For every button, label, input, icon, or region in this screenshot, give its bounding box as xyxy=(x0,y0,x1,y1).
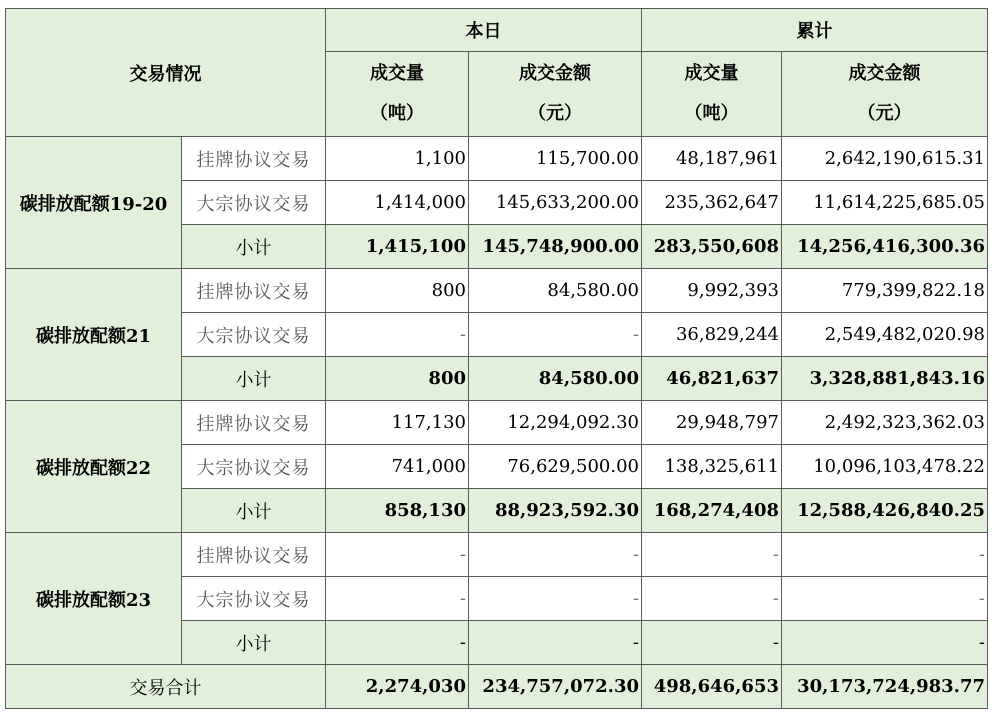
table-row xyxy=(6,269,988,313)
volume-unit: （吨） xyxy=(370,103,424,124)
cum-volume: 168,274,408 xyxy=(642,489,782,533)
today-amount: 12,294,092.30 xyxy=(469,401,642,445)
cum-volume: 48,187,961 xyxy=(642,137,782,181)
today-amount: 145,633,200.00 xyxy=(469,181,642,225)
today-volume: - xyxy=(326,577,469,621)
cum-amount: - xyxy=(782,621,988,665)
cum-amount: 3,328,881,843.16 xyxy=(782,357,988,401)
cum-volume: - xyxy=(642,533,782,577)
volume-unit: （吨） xyxy=(684,103,739,124)
today-volume: 858,130 xyxy=(326,489,469,533)
today-amount: 76,629,500.00 xyxy=(469,445,642,489)
cum-amount: 2,492,323,362.03 xyxy=(782,401,988,445)
header-today-amount xyxy=(469,52,642,137)
today-volume: 741,000 xyxy=(326,445,469,489)
today-amount: 115,700.00 xyxy=(469,137,642,181)
amount-label: 成交金额 xyxy=(519,63,591,84)
header-row-periods xyxy=(6,9,988,52)
cum-amount: 14,256,416,300.36 xyxy=(782,225,988,269)
cum-volume: 46,821,637 xyxy=(642,357,782,401)
today-volume: 1,100 xyxy=(326,137,469,181)
cum-amount: 12,588,426,840.25 xyxy=(782,489,988,533)
today-amount: 84,580.00 xyxy=(469,357,642,401)
cum-amount: 11,614,225,685.05 xyxy=(782,181,988,225)
cum-amount: 779,399,822.18 xyxy=(782,269,988,313)
today-amount: - xyxy=(469,577,642,621)
today-amount: - xyxy=(469,313,642,357)
today-volume: 117,130 xyxy=(326,401,469,445)
subtotal-label: 小计 xyxy=(182,621,326,665)
trading-summary-table xyxy=(5,8,988,709)
today-volume: - xyxy=(326,313,469,357)
trade-type: 大宗协议交易 xyxy=(182,577,326,621)
group-name: 碳排放配额22 xyxy=(6,401,182,533)
total-today-amount: 234,757,072.30 xyxy=(469,665,642,709)
today-volume: - xyxy=(326,533,469,577)
today-amount: - xyxy=(469,533,642,577)
volume-label: 成交量 xyxy=(684,63,739,84)
header-cumulative: 累计 xyxy=(642,9,988,52)
subtotal-label: 小计 xyxy=(182,357,326,401)
amount-label: 成交金额 xyxy=(848,63,921,84)
today-volume: 800 xyxy=(326,357,469,401)
total-cum-amount: 30,173,724,983.77 xyxy=(782,665,988,709)
trade-type: 挂牌协议交易 xyxy=(182,401,326,445)
group-name: 碳排放配额21 xyxy=(6,269,182,401)
cum-volume: 235,362,647 xyxy=(642,181,782,225)
total-row xyxy=(6,665,988,709)
table-row xyxy=(6,533,988,577)
header-cum-amount xyxy=(782,52,988,137)
total-today-volume: 2,274,030 xyxy=(326,665,469,709)
cum-volume: - xyxy=(642,577,782,621)
today-volume: 800 xyxy=(326,269,469,313)
cum-amount: - xyxy=(782,577,988,621)
amount-unit: （元） xyxy=(857,103,912,124)
cum-amount: 2,549,482,020.98 xyxy=(782,313,988,357)
cum-amount: 2,642,190,615.31 xyxy=(782,137,988,181)
today-amount: 145,748,900.00 xyxy=(469,225,642,269)
trade-type: 挂牌协议交易 xyxy=(182,533,326,577)
cum-volume: - xyxy=(642,621,782,665)
header-cum-volume xyxy=(642,52,782,137)
cum-volume: 36,829,244 xyxy=(642,313,782,357)
trade-type: 挂牌协议交易 xyxy=(182,137,326,181)
table-row xyxy=(6,401,988,445)
today-volume: - xyxy=(326,621,469,665)
cum-amount: 10,096,103,478.22 xyxy=(782,445,988,489)
cum-volume: 9,992,393 xyxy=(642,269,782,313)
today-amount: - xyxy=(469,621,642,665)
cum-volume: 138,325,611 xyxy=(642,445,782,489)
header-trading-situation: 交易情况 xyxy=(6,9,326,137)
total-cum-volume: 498,646,653 xyxy=(642,665,782,709)
cum-volume: 29,948,797 xyxy=(642,401,782,445)
today-volume: 1,414,000 xyxy=(326,181,469,225)
today-amount: 84,580.00 xyxy=(469,269,642,313)
trade-type: 大宗协议交易 xyxy=(182,181,326,225)
group-name: 碳排放配额19-20 xyxy=(6,137,182,269)
today-volume: 1,415,100 xyxy=(326,225,469,269)
trade-type: 大宗协议交易 xyxy=(182,313,326,357)
table-row xyxy=(6,137,988,181)
amount-unit: （元） xyxy=(528,103,582,124)
header-today: 本日 xyxy=(326,9,642,52)
volume-label: 成交量 xyxy=(370,63,424,84)
subtotal-label: 小计 xyxy=(182,225,326,269)
trade-type: 大宗协议交易 xyxy=(182,445,326,489)
total-label: 交易合计 xyxy=(6,665,326,709)
subtotal-label: 小计 xyxy=(182,489,326,533)
trade-type: 挂牌协议交易 xyxy=(182,269,326,313)
group-name: 碳排放配额23 xyxy=(6,533,182,665)
header-today-volume xyxy=(326,52,469,137)
cum-amount: - xyxy=(782,533,988,577)
cum-volume: 283,550,608 xyxy=(642,225,782,269)
today-amount: 88,923,592.30 xyxy=(469,489,642,533)
